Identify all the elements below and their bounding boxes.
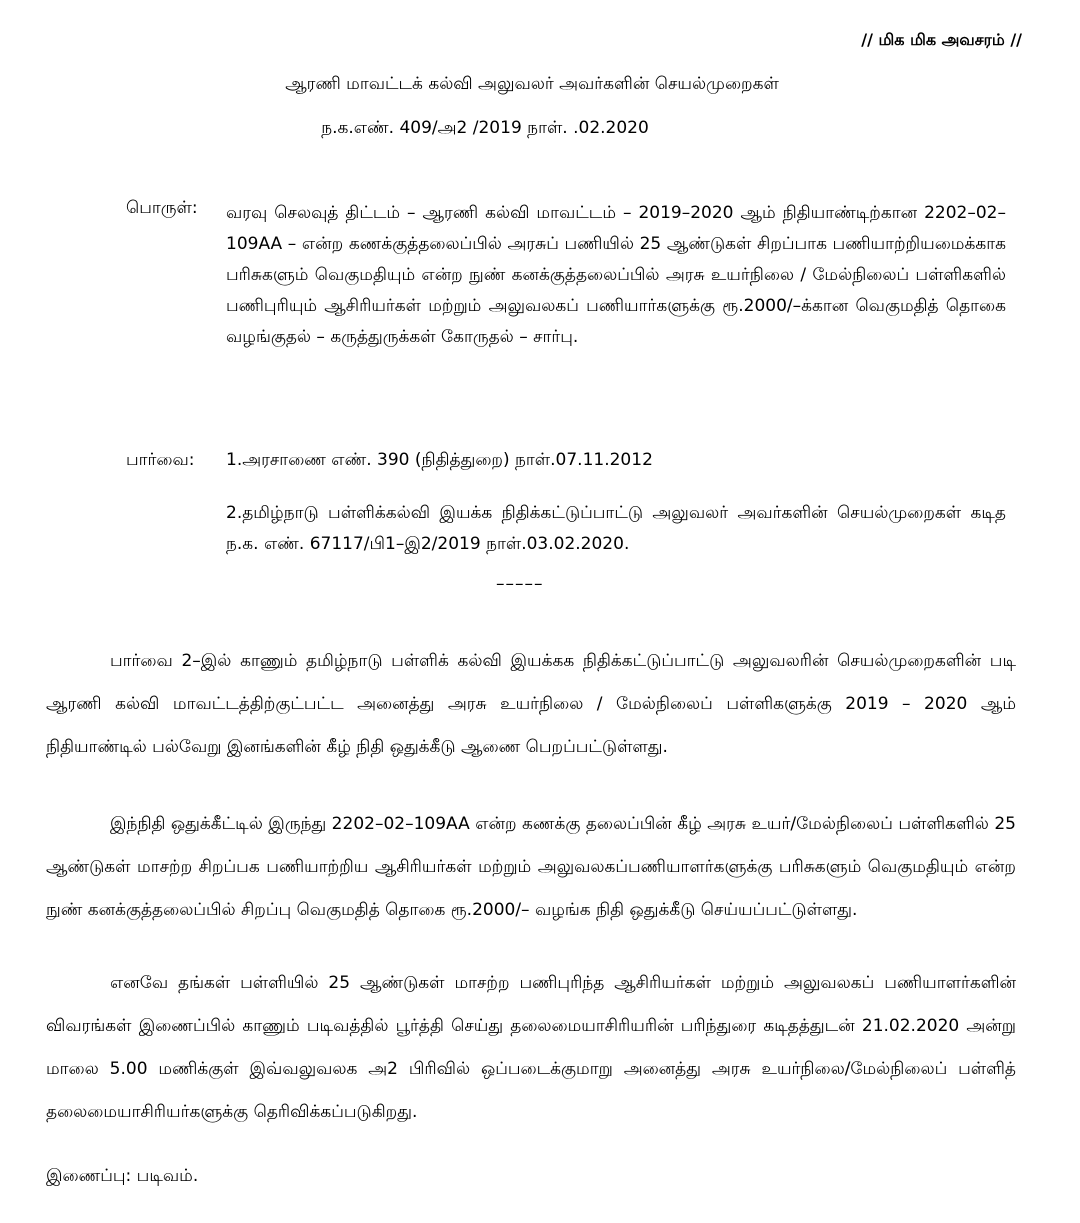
reference-item-1: 1.அரசாணை எண். 390 (நிதித்துறை) நாள்.07.11.2012 bbox=[226, 450, 653, 470]
body-paragraph-1: பார்வை 2–இல் காணும் தமிழ்நாடு பள்ளிக் கல்வி இயக்கக நிதிக்கட்டுப்பாட்டு அலுவலரின் செயல்முறைகளின் படி ஆரணி கல்வி மாவட்டத்திற்குட்பட்ட அனைத்து அரசு உயர்நிலை / மேல்நிலைப் பள்ளிகளுக்கு 2019 – 2020 ஆம் நிதியாண்டில் பல்வேறு இனங்களின் கீழ் நிதி ஒதுக்கீடு ஆணை பெறப்பட்டுள்ளது. bbox=[46, 651, 1016, 757]
body-paragraph-2: இந்நிதி ஒதுக்கீட்டில் இருந்து 2202–02–109AA என்ற கணக்கு தலைப்பின் கீழ் அரசு உயர்/மேல்நிலைப் பள்ளிகளில் 25 ஆண்டுகள் மாசற்ற சிறப்பக பணியாற்றிய ஆசிரியர்கள் மற்றும் அலுவலகப்பணியாளர்களுக்கு பரிசுகளும் வெகுமதியும் என்ற நுண் கனக்குத்தலைப்பில் சிறப்பு வெகுமதித் தொகை ரூ.2000/– வழங்க நிதி ஒதுக்கீடு செய்யப்பட்டுள்ளது. bbox=[46, 814, 1016, 920]
enclosure-note: இணைப்பு: படிவம். bbox=[46, 1166, 199, 1186]
body-paragraph-3: எனவே தங்கள் பள்ளியில் 25 ஆண்டுகள் மாசற்ற பணிபுரிந்த ஆசிரியர்கள் மற்றும் அலுவலகப் பணியாளர்களின் விவரங்கள் இணைப்பில் காணும் படிவத்தில் பூர்த்தி செய்து தலைமையாசிரியரின் பரிந்துரை கடிதத்துடன் 21.02.2020 அன்று மாலை 5.00 மணிக்குள் இவ்வலுவலக அ2 பிரிவில் ஒப்படைக்குமாறு அனைத்து அரசு உயர்நிலை/மேல்நிலைப் பள்ளித் தலைமையாசிரியர்களுக்கு தெரிவிக்கப்படுகிறது. bbox=[46, 973, 1016, 1122]
subject-label: பொருள்: bbox=[126, 198, 198, 218]
office-title: ஆரணி மாவட்டக் கல்வி அலுவலர் அவர்களின் செயல்முறைகள் bbox=[285, 74, 779, 94]
reference-number: ந.க.எண். 409/அ2 /2019 நாள். .02.2020 bbox=[321, 118, 649, 138]
section-divider: ––––– bbox=[496, 574, 544, 594]
urgency-label: // மிக மிக அவசரம் // bbox=[861, 30, 1022, 49]
references-label: பார்வை: bbox=[126, 450, 195, 470]
reference-item-2: 2.தமிழ்நாடு பள்ளிக்கல்வி இயக்க நிதிக்கட்டுப்பாட்டு அலுவலர் அவர்களின் செயல்முறைகள் கடித ந.க. எண். 67117/பி1–இ2/2019 நாள்.03.02.2020. bbox=[226, 503, 1006, 554]
subject-text: வரவு செலவுத் திட்டம் – ஆரணி கல்வி மாவட்டம் – 2019–2020 ஆம் நிதியாண்டிற்கான 2202–02–109AA – என்ற கணக்குத்தலைப்பில் அரசுப் பணியில் 25 ஆண்டுகள் சிறப்பாக பணியாற்றியமைக்காக பரிசுகளும் வெகுமதியும் என்ற நுண் கனக்குத்தலைப்பில் அரசு உயர்நிலை / மேல்நிலைப் பள்ளிகளில் பணிபுரியும் ஆசிரியர்கள் மற்றும் அலுவலகப் பணியார்களுக்கு ரூ.2000/–க்கான வெகுமதித் தொகை வழங்குதல் – கருத்துருக்கள் கோருதல் – சார்பு. bbox=[226, 203, 1006, 347]
